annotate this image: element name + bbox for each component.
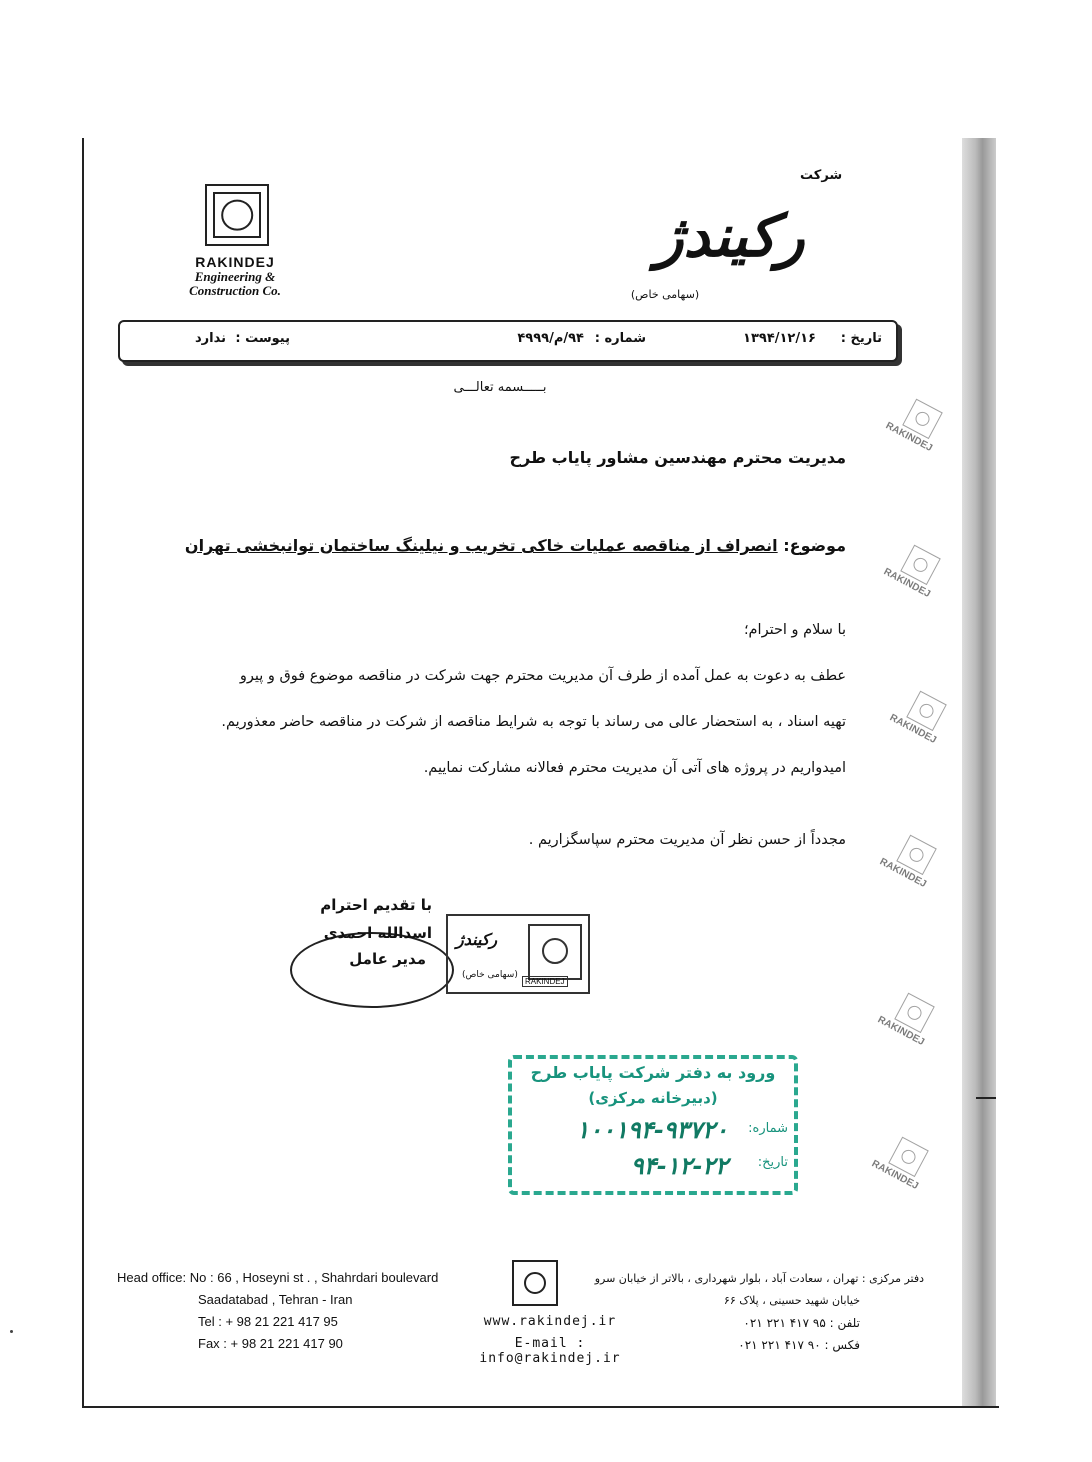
logo-emblem-icon <box>221 200 253 231</box>
company-brand-fa: رکیندژ <box>655 202 805 270</box>
footer-fax-en: Fax : + 98 21 221 417 90 <box>198 1336 343 1351</box>
entry-number-label: شماره: <box>748 1121 788 1136</box>
attachment-value: ندارد <box>194 331 226 346</box>
date-value: ۱۳۹۴/۱۲/۱۶ <box>743 331 816 346</box>
greeting: با سلام و احترام؛ <box>743 622 846 638</box>
footer-tel-en: Tel : + 98 21 221 417 95 <box>198 1314 338 1329</box>
entry-date-label: تاریخ: <box>757 1155 788 1170</box>
company-name-en <box>170 254 300 298</box>
watermark-logo: RAKINDEJ <box>866 532 961 627</box>
subject-label: موضوع: <box>783 536 846 555</box>
head-office-address-2: Saadatabad , Tehran - Iran <box>198 1292 353 1307</box>
entry-stamp-subtitle: (دبیرخانه مرکزی) <box>588 1089 718 1107</box>
subject-line <box>185 536 846 555</box>
company-name-en-line1: Engineering & <box>194 269 276 284</box>
fold-mark <box>976 1097 996 1099</box>
scan-speck <box>10 1330 13 1333</box>
signature-regards: با تقدیم احترام <box>320 896 432 914</box>
date-label: تاریخ : <box>840 331 882 346</box>
company-stamp <box>446 914 590 994</box>
watermark-logo: RAKINDEJ <box>868 386 963 481</box>
number-label: شماره : <box>594 331 646 346</box>
watermark-logo: RAKINDEJ <box>872 678 967 773</box>
watermark-logo: RAKINDEJ <box>862 822 957 917</box>
footer-address-fa-2: خیابان شهید حسینی ، پلاک ۶۶ <box>723 1294 860 1307</box>
closing-line: مجدداً از حسن نظر آن مدیریت محترم سپاسگزاریم . <box>528 832 846 848</box>
entry-stamp-title: ورود به دفتر شرکت پایاب طرح <box>530 1063 776 1082</box>
footer-address-fa-1: دفتر مرکزی : تهران ، سعادت آباد ، بلوار شهرداری ، بالاتر از خیابان سرو <box>594 1272 924 1285</box>
watermark-logo: RAKINDEJ <box>860 980 955 1075</box>
company-name-en-line2: Construction Co. <box>189 283 281 298</box>
footer-logo-emblem-icon <box>524 1272 546 1294</box>
stamp-logo-icon <box>528 924 582 980</box>
subject-text: انصراف از مناقصه عملیات خاکی تخریب و نیلینگ ساختمان توانبخشی تهران <box>184 536 778 555</box>
addressee: مدیریت محترم مهندسین مشاور پایاب طرح <box>509 448 846 467</box>
company-type-fa: (سهامی خاص) <box>630 288 700 301</box>
stamp-label: RAKINDEJ <box>522 976 568 987</box>
entry-stamp <box>508 1055 798 1195</box>
signature-title: مدیر عامل <box>349 950 426 968</box>
entry-number-value: ۱۰۰۱۹۴-۹۳۷۲۰ <box>576 1115 728 1144</box>
stamp-brand-fa: رکیندژ <box>456 930 498 949</box>
footer-head-office <box>117 1270 438 1285</box>
number-value: ۹۴/م/۴۹۹۹ <box>517 331 584 346</box>
watermark-logo: RAKINDEJ <box>854 1124 949 1219</box>
page-edge-shadow <box>962 138 996 1406</box>
attachment-label: پیوست : <box>235 331 290 346</box>
footer-fax-fa: فکس : ۹۰ ۴۱۷ ۲۲۱ ۰۲۱ <box>738 1338 860 1352</box>
body-line-1: عطف به دعوت به عمل آمده از طرف آن مدیریت محترم جهت شرکت در مناقصه موضوع فوق و پیرو <box>239 668 846 684</box>
head-office-label: Head office <box>117 1270 183 1285</box>
head-office-address-1: : No : 66 , Hoseyni st . , Shahrdari boulevard <box>182 1270 439 1285</box>
reference-bar <box>118 320 898 362</box>
footer-tel-fa: تلفن : ۹۵ ۴۱۷ ۲۲۱ ۰۲۱ <box>743 1316 860 1330</box>
entry-date-value: ۹۴-۱۲-۲۲ <box>630 1151 728 1180</box>
body-line-2: تهیه اسناد ، به استحضار عالی می رساند با توجه به شرایط مناقصه از شرکت در مناقصه حاضر معذوریم. <box>221 714 846 730</box>
company-logo <box>205 184 269 246</box>
company-prefix-fa: شرکت <box>800 168 843 183</box>
stamp-type-fa: (سهامی خاص) <box>462 970 518 980</box>
bismillah: بـــــسمه تعالـــی <box>453 380 547 395</box>
footer-logo <box>512 1260 558 1306</box>
website-link[interactable]: www.rakindej.ir <box>483 1314 617 1329</box>
signature-name: اسدالله احمدی <box>323 924 432 942</box>
body-line-3: امیدواریم در پروژه های آتی آن مدیریت محترم فعالانه مشارکت نماییم. <box>423 760 846 776</box>
signature-scribble <box>290 932 454 1008</box>
company-name-en-title: RAKINDEJ <box>195 254 275 270</box>
email-link[interactable]: E-mail : info@rakindej.ir <box>479 1336 621 1366</box>
